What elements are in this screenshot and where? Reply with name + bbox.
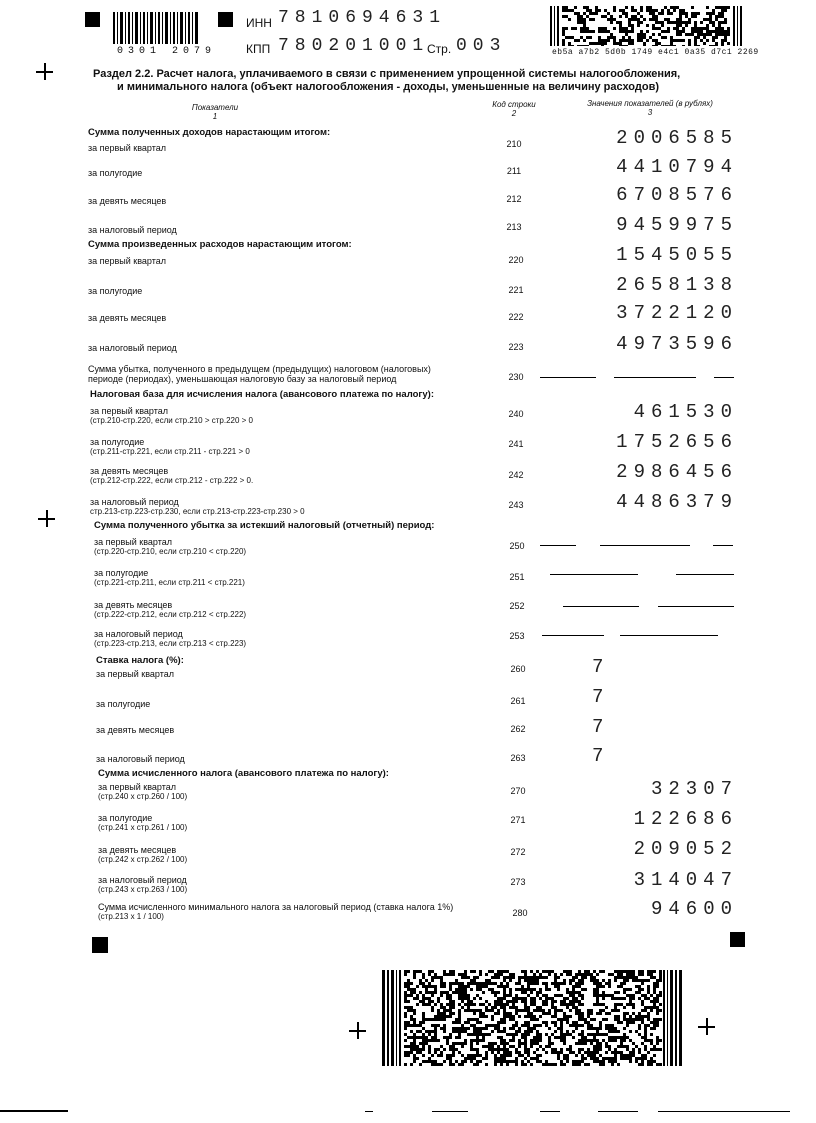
row-253-empty-1 bbox=[542, 635, 604, 636]
top-2d-barcode bbox=[550, 6, 742, 46]
row-263-value: 7 bbox=[592, 745, 610, 767]
row-252-code: 252 bbox=[509, 601, 525, 611]
row-250-code: 250 bbox=[509, 541, 525, 551]
row-260-label: за первый квартал bbox=[96, 669, 175, 679]
scan-line-2 bbox=[365, 1111, 373, 1112]
scan-line-3 bbox=[432, 1111, 468, 1112]
row-222-code: 222 bbox=[508, 312, 524, 322]
section-expenses: Сумма произведенных расходов нарастающим итогом: bbox=[88, 239, 352, 250]
row-272-label: за девять месяцев (стр.242 х стр.262 / 100) bbox=[98, 845, 188, 864]
kpp-label: КПП bbox=[246, 42, 271, 56]
section-tax-calc: Сумма исчисленного налога (авансового платежа по налогу): bbox=[98, 768, 389, 779]
row-243-label: за налоговый период стр.213-стр.223-стр.230, если стр.213-стр.223-стр.230 > 0 bbox=[90, 497, 305, 516]
row-270-label: за первый квартал (стр.240 х стр.260 / 100) bbox=[98, 782, 188, 801]
row-261-label: за полугодие bbox=[96, 699, 151, 709]
col-indicator-header: Показатели 1 bbox=[191, 103, 239, 121]
row-242-label: за девять месяцев (стр.212-стр.222, если стр.212 - стр.222 > 0. bbox=[90, 466, 254, 485]
row-241-label: за полугодие (стр.211-стр.221, если стр.211 - стр.221 > 0 bbox=[90, 437, 250, 456]
row-270-code: 270 bbox=[510, 786, 526, 796]
row-280-label: Сумма исчисленного минимального налога за налоговый период (ставка налога 1%) (стр.213 х 1 / 100) bbox=[98, 902, 454, 921]
row-230-empty-1 bbox=[540, 377, 596, 378]
row-211-value: 4410794 bbox=[616, 156, 738, 178]
row-242-code: 242 bbox=[508, 470, 524, 480]
row-262-code: 262 bbox=[510, 724, 526, 734]
row-210-code: 210 bbox=[506, 139, 522, 149]
row-241-code: 241 bbox=[508, 439, 524, 449]
row-222-label: за девять месяцев bbox=[88, 313, 167, 323]
row-213-code: 213 bbox=[506, 222, 522, 232]
page-value: 003 bbox=[456, 36, 507, 56]
row-243-code: 243 bbox=[508, 500, 524, 510]
row-270-value: 32307 bbox=[650, 778, 738, 800]
row-271-value: 122686 bbox=[633, 808, 738, 830]
row-223-code: 223 bbox=[508, 342, 524, 352]
section-title-line1: Раздел 2.2. Расчет налога, уплачиваемого в связи с применением упрощенной системы налогообложения, bbox=[93, 68, 681, 80]
row-271-label: за полугодие (стр.241 х стр.261 / 100) bbox=[98, 813, 188, 832]
page-label: Стр. bbox=[427, 42, 452, 56]
kpp-value: 780201001 bbox=[278, 36, 430, 56]
row-213-label: за налоговый период bbox=[88, 225, 177, 235]
row-253-label: за налоговый период (стр.223-стр.213, если стр.213 < стр.223) bbox=[94, 629, 247, 648]
section-tax-base: Налоговая база для исчисления налога (авансового платежа по налогу): bbox=[90, 389, 434, 400]
row-263-label: за налоговый период bbox=[96, 754, 185, 764]
row-221-value: 2658138 bbox=[616, 274, 738, 296]
form-barcode bbox=[113, 12, 199, 44]
corner-mark-top-left bbox=[85, 12, 100, 27]
scan-line-6 bbox=[658, 1111, 790, 1112]
row-271-code: 271 bbox=[510, 815, 526, 825]
row-210-value: 2006585 bbox=[616, 127, 738, 149]
row-223-value: 4973596 bbox=[616, 333, 738, 355]
inn-label: ИНН bbox=[246, 16, 272, 30]
row-230-code: 230 bbox=[508, 372, 524, 382]
row-230-label: Сумма убытка, полученного в предыдущем (предыдущих) налоговом (налоговых) периоде (периодах), уменьшающая налоговую базу за налоговый период bbox=[88, 364, 431, 384]
row-221-label: за полугодие bbox=[88, 286, 143, 296]
row-242-value: 2986456 bbox=[616, 461, 738, 483]
row-240-value: 461530 bbox=[633, 401, 738, 423]
scan-line-5 bbox=[598, 1111, 638, 1112]
section-loss: Сумма полученного убытка за истекший налоговый (отчетный) период: bbox=[94, 520, 435, 531]
section-income: Сумма полученных доходов нарастающим итогом: bbox=[88, 127, 331, 138]
row-251-label: за полугодие (стр.221-стр.211, если стр.211 < стр.221) bbox=[94, 568, 245, 587]
row-211-code: 211 bbox=[506, 166, 522, 176]
row-260-value: 7 bbox=[592, 656, 610, 678]
row-280-value: 94600 bbox=[650, 898, 738, 920]
row-272-value: 209052 bbox=[633, 838, 738, 860]
row-221-code: 221 bbox=[508, 285, 524, 295]
row-273-code: 273 bbox=[510, 877, 526, 887]
registration-cross-2 bbox=[38, 510, 55, 527]
corner-mark-bottom-right bbox=[730, 932, 745, 947]
row-212-value: 6708576 bbox=[616, 184, 738, 206]
row-230-empty-2 bbox=[614, 377, 696, 378]
form-code: 0301 2079 bbox=[117, 46, 217, 57]
section-rate: Ставка налога (%): bbox=[96, 655, 184, 666]
row-251-empty-1 bbox=[550, 574, 638, 575]
hash-text: eb5a a7b2 5d0b 1749 e4c1 0a35 d7c1 2269 bbox=[552, 48, 759, 57]
row-220-code: 220 bbox=[508, 255, 524, 265]
row-210-label: за первый квартал bbox=[88, 143, 167, 153]
row-250-empty-3 bbox=[713, 545, 733, 546]
row-241-value: 1752656 bbox=[616, 431, 738, 453]
row-262-value: 7 bbox=[592, 716, 610, 738]
col-value-header: Значения показателей (в рублях) 3 bbox=[587, 99, 713, 117]
row-222-value: 3722120 bbox=[616, 302, 738, 324]
corner-mark-bottom-left bbox=[92, 937, 108, 953]
row-211-label: за полугодие bbox=[88, 168, 143, 178]
row-213-value: 9459975 bbox=[616, 214, 738, 236]
row-252-empty-2 bbox=[658, 606, 734, 607]
row-251-code: 251 bbox=[509, 572, 525, 582]
row-240-code: 240 bbox=[508, 409, 524, 419]
row-263-code: 263 bbox=[510, 753, 526, 763]
row-261-code: 261 bbox=[510, 696, 526, 706]
row-252-empty-1 bbox=[563, 606, 639, 607]
row-220-value: 1545055 bbox=[616, 244, 738, 266]
row-212-label: за девять месяцев bbox=[88, 196, 167, 206]
registration-cross-3 bbox=[349, 1022, 366, 1039]
row-251-empty-2 bbox=[676, 574, 734, 575]
row-223-label: за налоговый период bbox=[88, 343, 177, 353]
row-261-value: 7 bbox=[592, 686, 610, 708]
row-212-code: 212 bbox=[506, 194, 522, 204]
registration-cross-1 bbox=[36, 63, 53, 80]
row-243-value: 4486379 bbox=[616, 491, 738, 513]
corner-mark-top-mid bbox=[218, 12, 233, 27]
col-code-header: Код строки 2 bbox=[492, 100, 536, 118]
row-250-empty-1 bbox=[540, 545, 576, 546]
row-262-label: за девять месяцев bbox=[96, 725, 175, 735]
section-title bbox=[93, 68, 680, 94]
scan-line-1 bbox=[0, 1110, 68, 1112]
row-272-code: 272 bbox=[510, 847, 526, 857]
row-220-label: за первый квартал bbox=[88, 256, 167, 266]
row-280-code: 280 bbox=[512, 908, 528, 918]
scan-line-4 bbox=[540, 1111, 560, 1112]
row-240-label: за первый квартал (стр.210-стр.220, если стр.210 > стр.220 > 0 bbox=[90, 406, 253, 425]
registration-cross-4 bbox=[698, 1018, 715, 1035]
row-260-code: 260 bbox=[510, 664, 526, 674]
inn-value: 7810694631 bbox=[278, 8, 447, 28]
row-250-empty-2 bbox=[600, 545, 690, 546]
row-273-label: за налоговый период (стр.243 х стр.263 / 100) bbox=[98, 875, 188, 894]
row-273-value: 314047 bbox=[633, 869, 738, 891]
row-252-label: за девять месяцев (стр.222-стр.212, если стр.212 < стр.222) bbox=[94, 600, 247, 619]
row-250-label: за первый квартал (стр.220-стр.210, если стр.210 < стр.220) bbox=[94, 537, 247, 556]
row-253-empty-2 bbox=[620, 635, 718, 636]
bottom-2d-barcode bbox=[382, 970, 682, 1066]
row-253-code: 253 bbox=[509, 631, 525, 641]
row-230-empty-3 bbox=[714, 377, 734, 378]
section-title-line2: и минимального налога (объект налогообложения - доходы, уменьшенные на величину расходов) bbox=[117, 81, 659, 93]
